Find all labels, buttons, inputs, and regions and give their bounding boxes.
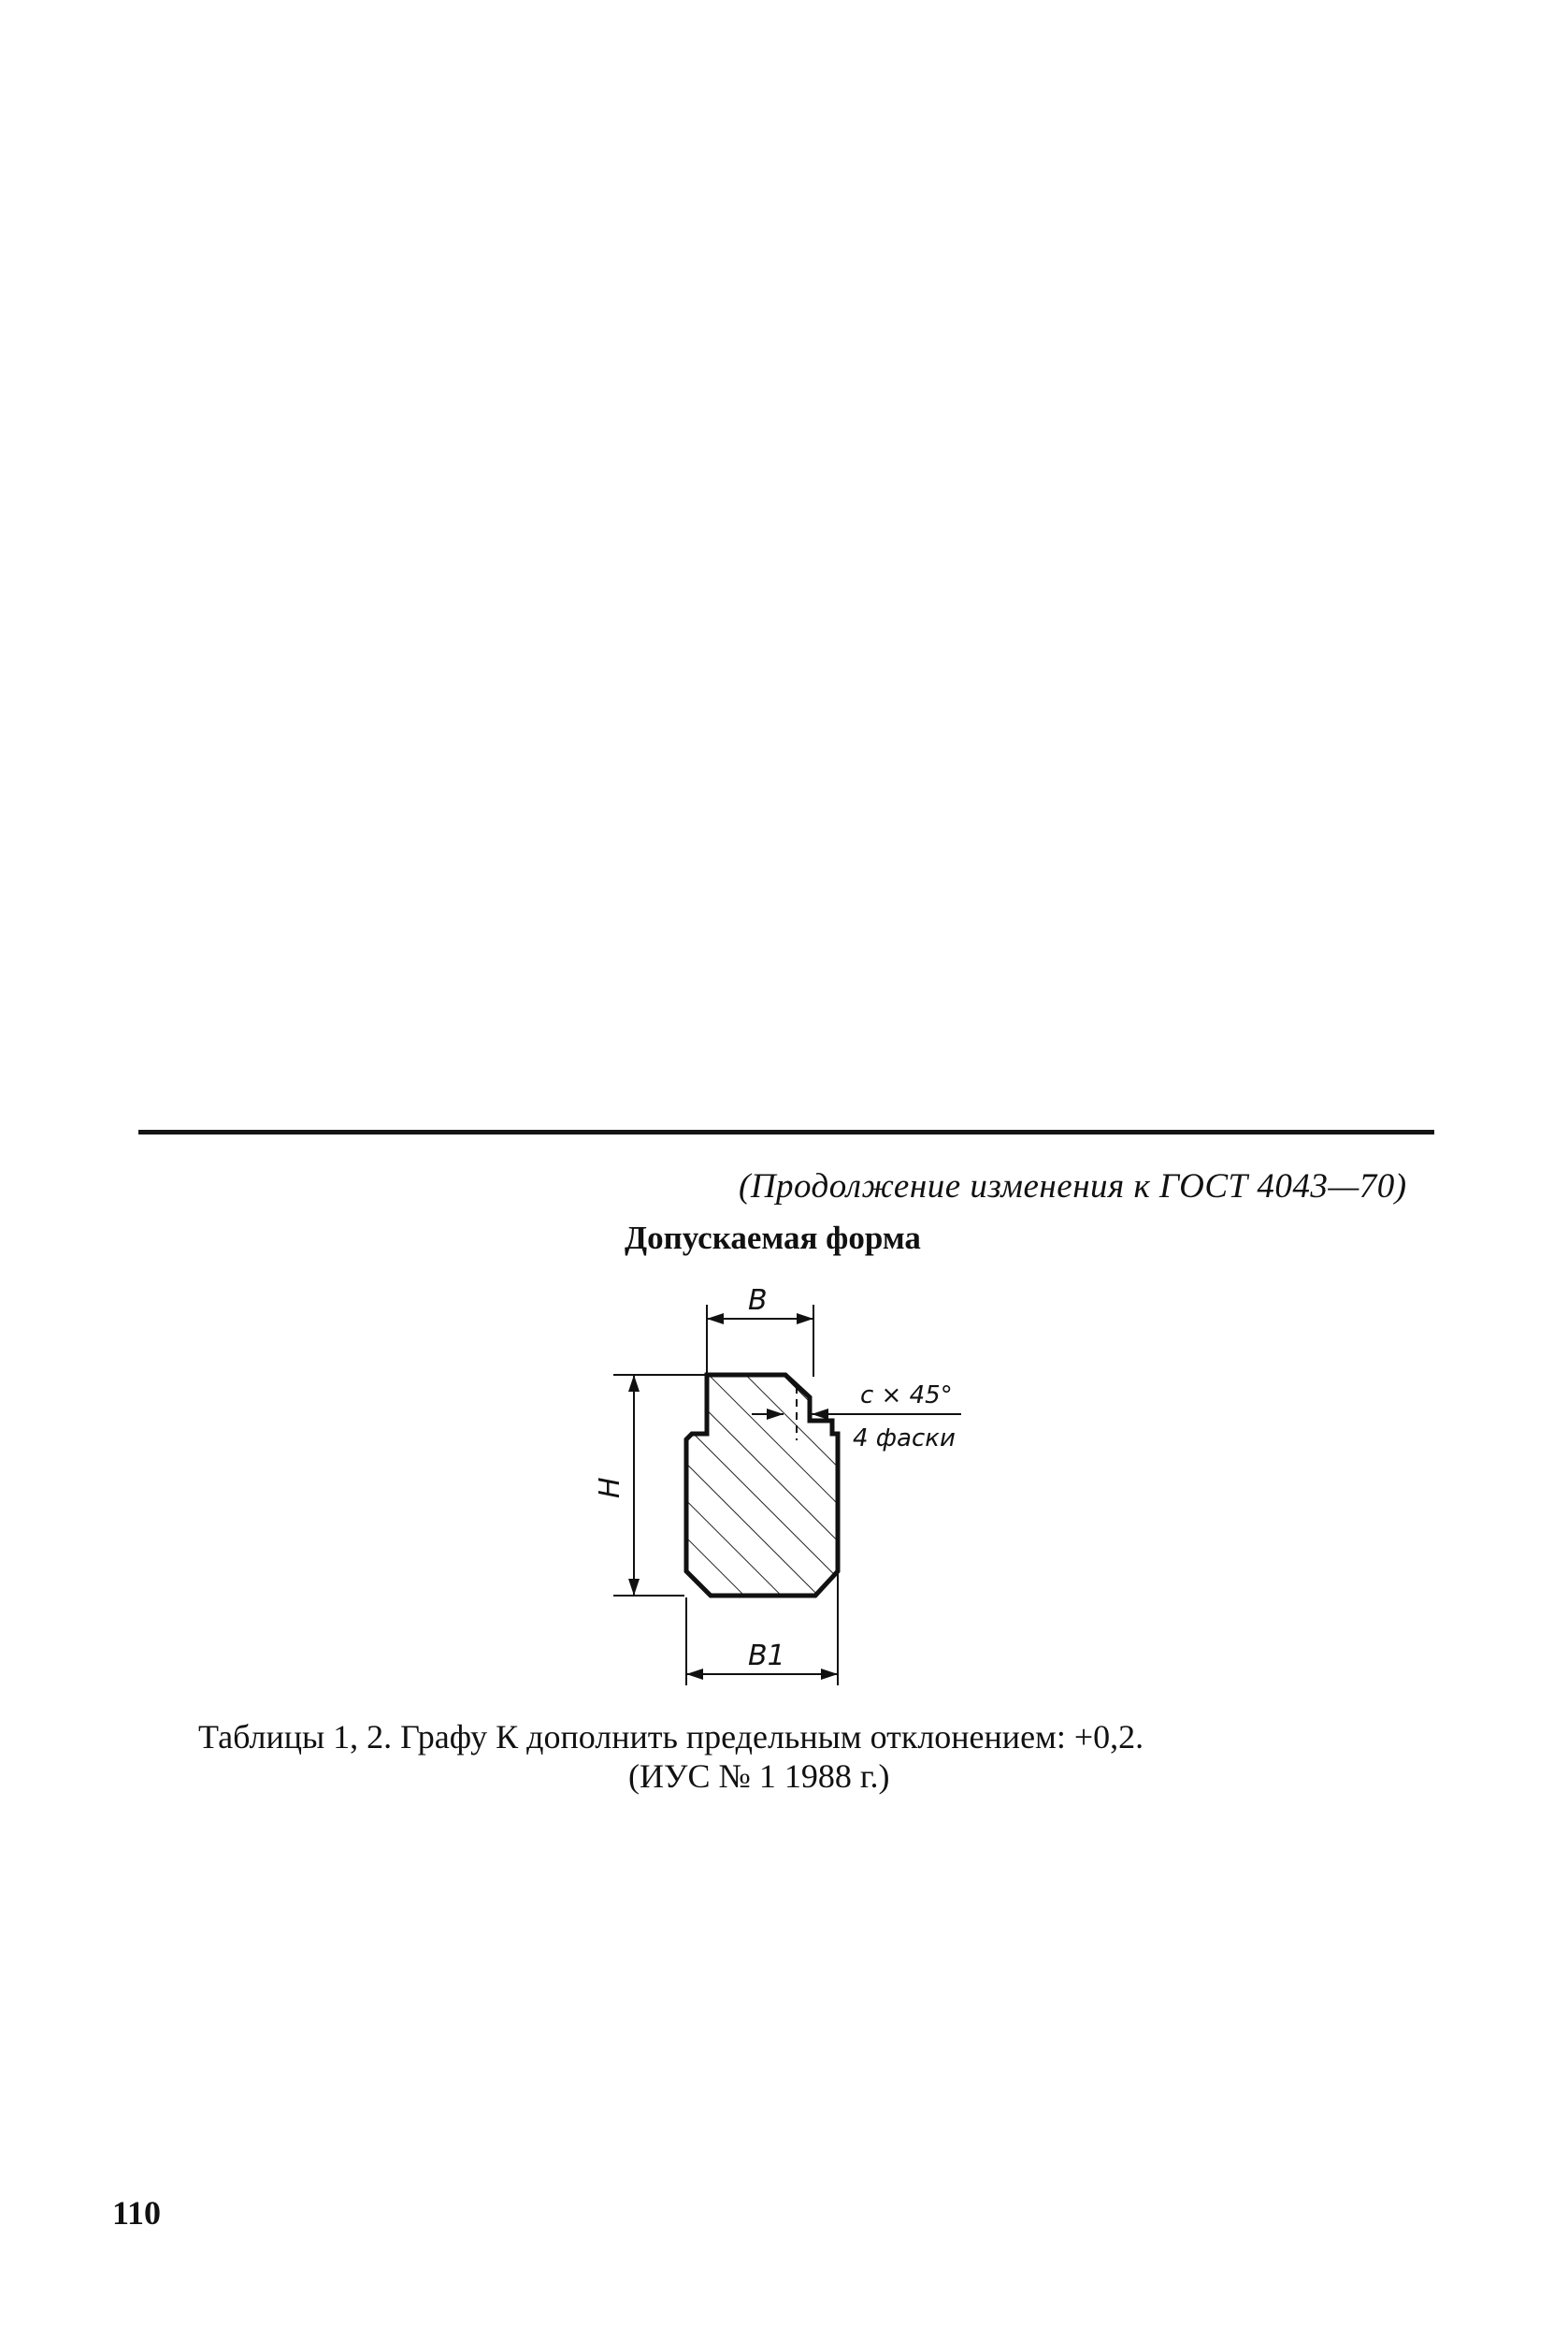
page-number: 110 [112,2194,162,2232]
chamfer-label: с × 45° [860,1381,953,1409]
amendment-text: Таблицы 1, 2. Графу К дополнить предельным отклонением: +0,2. [198,1718,1144,1756]
label-h: Н [594,1477,626,1498]
profile-outline [686,1375,838,1596]
section-heading: Допускаемая форма [625,1220,921,1256]
label-b1: В1 [748,1640,785,1672]
chamfer-note: 4 фаски [853,1424,956,1452]
label-b: В [748,1284,768,1317]
amendment-source: (ИУС № 1 1988 г.) [628,1757,890,1795]
continuation-note: (Продолжение изменения к ГОСТ 4043—70) [739,1167,1407,1206]
